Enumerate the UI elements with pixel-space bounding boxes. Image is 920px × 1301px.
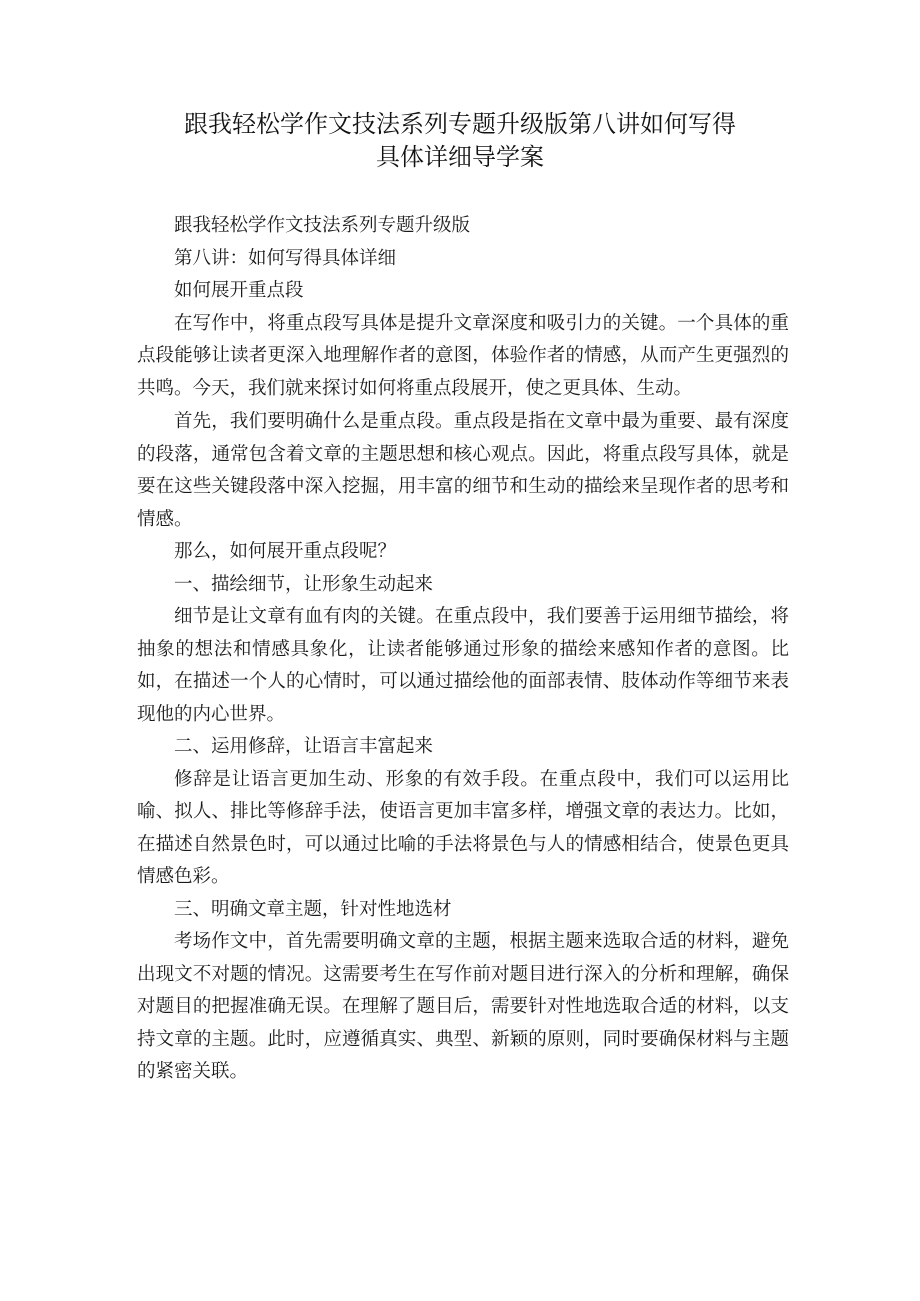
- intro-paragraph: 在写作中，将重点段写具体是提升文章深度和吸引力的关键。一个具体的重点段能够让读者更深入地理解作者的意图，体验作者的情感，从而产生更强烈的共鸣。今天，我们就来探讨如何将重点段展开，使之更具体、生动。: [137, 312, 789, 399]
- section-heading-3: 三、明确文章主题，针对性地选材: [174, 898, 452, 920]
- section-paragraph-2: 修辞是让语言更加生动、形象的有效手段。在重点段中，我们可以运用比喻、拟人、排比等修辞手法，使语言更加丰富多样，增强文章的表达力。比如，在描述自然景色时，可以通过比喻的手法将景色与人的情感相结合，使景色更具情感色彩。: [137, 768, 789, 887]
- section-heading-1: 一、描绘细节，让形象生动起来: [174, 573, 434, 595]
- question-line: 那么，如何展开重点段呢？: [174, 541, 397, 562]
- lecture-line: 第八讲：如何写得具体详细: [174, 247, 397, 269]
- definition-paragraph: 首先，我们要明确什么是重点段。重点段是指在文章中最为重要、最有深度的段落，通常包含着文章的主题思想和核心观点。因此，将重点段写具体，就是要在这些关键段落中深入挖掘，用丰富的细节和生动的描绘来呈现作者的思考和情感。: [137, 411, 789, 530]
- section-heading-2: 二、运用修辞，让语言丰富起来: [174, 736, 434, 757]
- document-body: [137, 210, 789, 1089]
- section-paragraph-1: 细节是让文章有血有肉的关键。在重点段中，我们要善于运用细节描绘，将抽象的想法和情感具象化，让读者能够通过形象的描绘来感知作者的意图。比如，在描述一个人的心情时，可以通过描绘他的面部表情、肢体动作等细节来表现他的内心世界。: [137, 606, 789, 725]
- series-line: 跟我轻松学作文技法系列专题升级版: [174, 215, 471, 236]
- document-title: [135, 108, 785, 174]
- section-paragraph-3: 考场作文中，首先需要明确文章的主题，根据主题来选取合适的材料，避免出现文不对题的情况。这需要考生在写作前对题目进行深入的分析和理解，确保对题目的把握准确无误。在理解了题目后，需要针对性地选取合适的材料，以支持文章的主题。此时，应遵循真实、典型、新颖的原则，同时要确保材料与主题的紧密关联。: [137, 931, 789, 1082]
- title-line-2: 具体详细导学案: [376, 143, 544, 171]
- title-line-1: 跟我轻松学作文技法系列专题升级版第八讲如何写得: [184, 110, 736, 138]
- topic-line: 如何展开重点段: [174, 280, 304, 301]
